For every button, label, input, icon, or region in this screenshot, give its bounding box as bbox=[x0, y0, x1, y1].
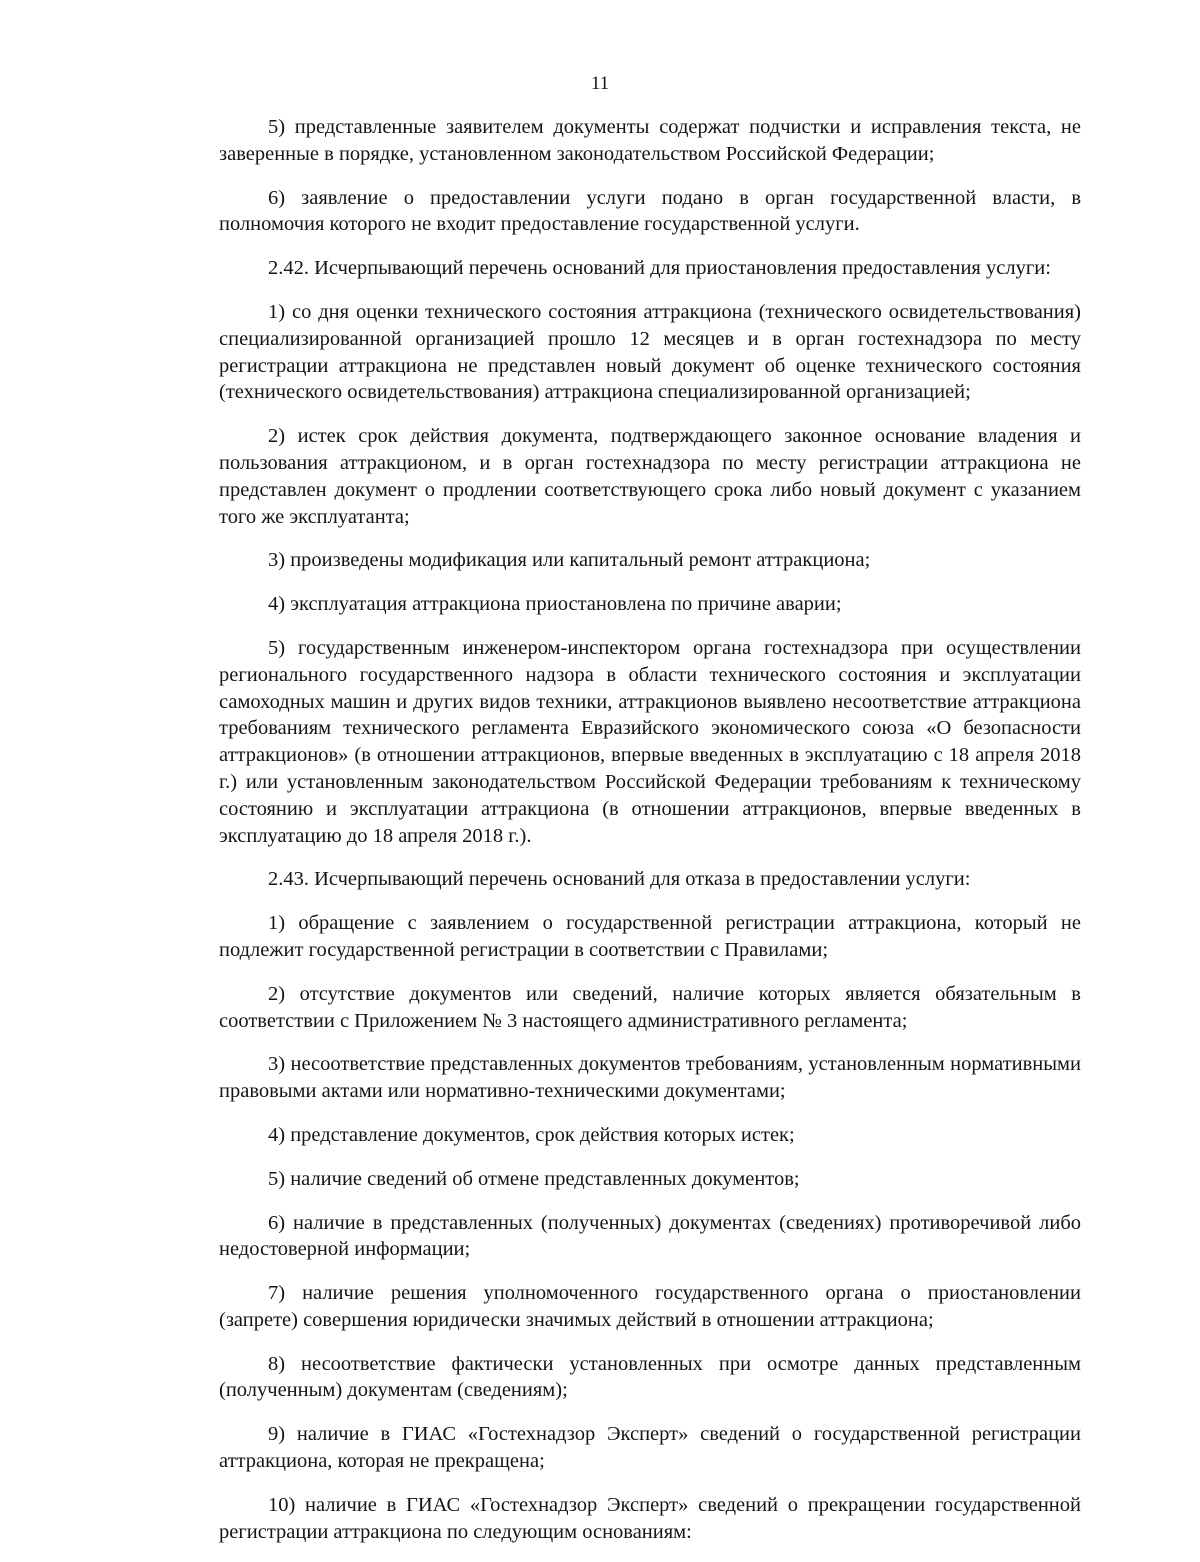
document-body bbox=[219, 114, 1081, 1562]
paragraph-refusal-4: 4) представление документов, срок действия которых истек; bbox=[268, 1123, 795, 1146]
paragraph-suspension-4: 4) эксплуатация аттракциона приостановлена по причине аварии; bbox=[268, 593, 842, 616]
section-2-43-heading: 2.43. Исчерпывающий перечень оснований для отказа в предоставлении услуги: bbox=[268, 868, 971, 891]
paragraph-suspension-3: 3) произведены модификация или капитальный ремонт аттракциона; bbox=[268, 549, 871, 572]
paragraph-refusal-3: 3) несоответствие представленных документов требованиям, установленным нормативными правовыми актами или нормативно-техническими документами; bbox=[219, 1053, 1081, 1103]
paragraph-refusal-7: 7) наличие решения уполномоченного государственного органа о приостановлении (запрете) совершения юридически значимых действий в отношении аттракциона; bbox=[219, 1282, 1081, 1331]
paragraph-refusal-10: 10) наличие в ГИАС «Гостехнадзор Эксперт» сведений о прекращении государственной регистрации аттракциона по следующим основаниям: bbox=[219, 1493, 1081, 1543]
paragraph-refusal-8: 8) несоответствие фактически установленных при осмотре данных представленным (полученным) документам (сведениям); bbox=[219, 1352, 1081, 1402]
paragraph-refusal-5: 5) наличие сведений об отмене представленных документов; bbox=[268, 1167, 800, 1190]
paragraph-suspension-1: 1) со дня оценки технического состояния аттракциона (технического освидетельствования) специализированной организацией прошло 12 месяцев и в орган гостехнадзора по месту регистрации аттракциона не представлен новый документ об оценке технического состояния (технического освидетельствования) аттракциона специализированной организацией; bbox=[219, 300, 1081, 404]
paragraph-item-6-wrong-authority: 6) заявление о предоставлении услуги подано в орган государственной власти, в полномочия которого не входит предоставление государственной услуги. bbox=[219, 186, 1081, 236]
paragraph-refusal-9: 9) наличие в ГИАС «Гостехнадзор Эксперт» сведений о государственной регистрации аттракциона, которая не прекращена; bbox=[219, 1423, 1081, 1473]
paragraph-refusal-1: 1) обращение с заявлением о государственной регистрации аттракциона, который не подлежит государственной регистрации в соответствии с Правилами; bbox=[219, 912, 1081, 961]
page-number: 11 bbox=[590, 73, 610, 94]
section-2-42-heading: 2.42. Исчерпывающий перечень оснований для приостановления предоставления услуги: bbox=[268, 257, 1051, 280]
paragraph-suspension-5: 5) государственным инженером-инспектором органа гостехнадзора при осуществлении регионального государственного надзора в области технического состояния и эксплуатации самоходных машин и других видов техники, аттракционов выявлено несоответствие аттракциона требованиям технического регламента Евразийского экономического союза «О безопасности аттракционов» (в отношении аттракционов, впервые введенных в эксплуатацию с 18 апреля 2018 г.) или установленным законодательством Российской Федерации требованиям к техническому состоянию и эксплуатации аттракциона (в отношении аттракционов, впервые введенных в эксплуатацию до 18 апреля 2018 г.). bbox=[219, 636, 1081, 847]
paragraph-item-5-corrections: 5) представленные заявителем документы содержат подчистки и исправления текста, не заверенные в порядке, установленном законодательством Российской Федерации; bbox=[219, 116, 1081, 165]
paragraph-suspension-2: 2) истек срок действия документа, подтверждающего законное основание владения и пользования аттракционом, и в орган гостехнадзора по месту регистрации аттракциона не представлен документ о продлении соответствующего срока либо новый документ с указанием того же эксплуатанта; bbox=[219, 425, 1081, 528]
paragraph-refusal-6: 6) наличие в представленных (полученных) документах (сведениях) противоречивой либо недостоверной информации; bbox=[219, 1211, 1081, 1261]
paragraph-refusal-2: 2) отсутствие документов или сведений, наличие которых является обязательным в соответствии с Приложением № 3 настоящего административного регламента; bbox=[219, 982, 1081, 1032]
